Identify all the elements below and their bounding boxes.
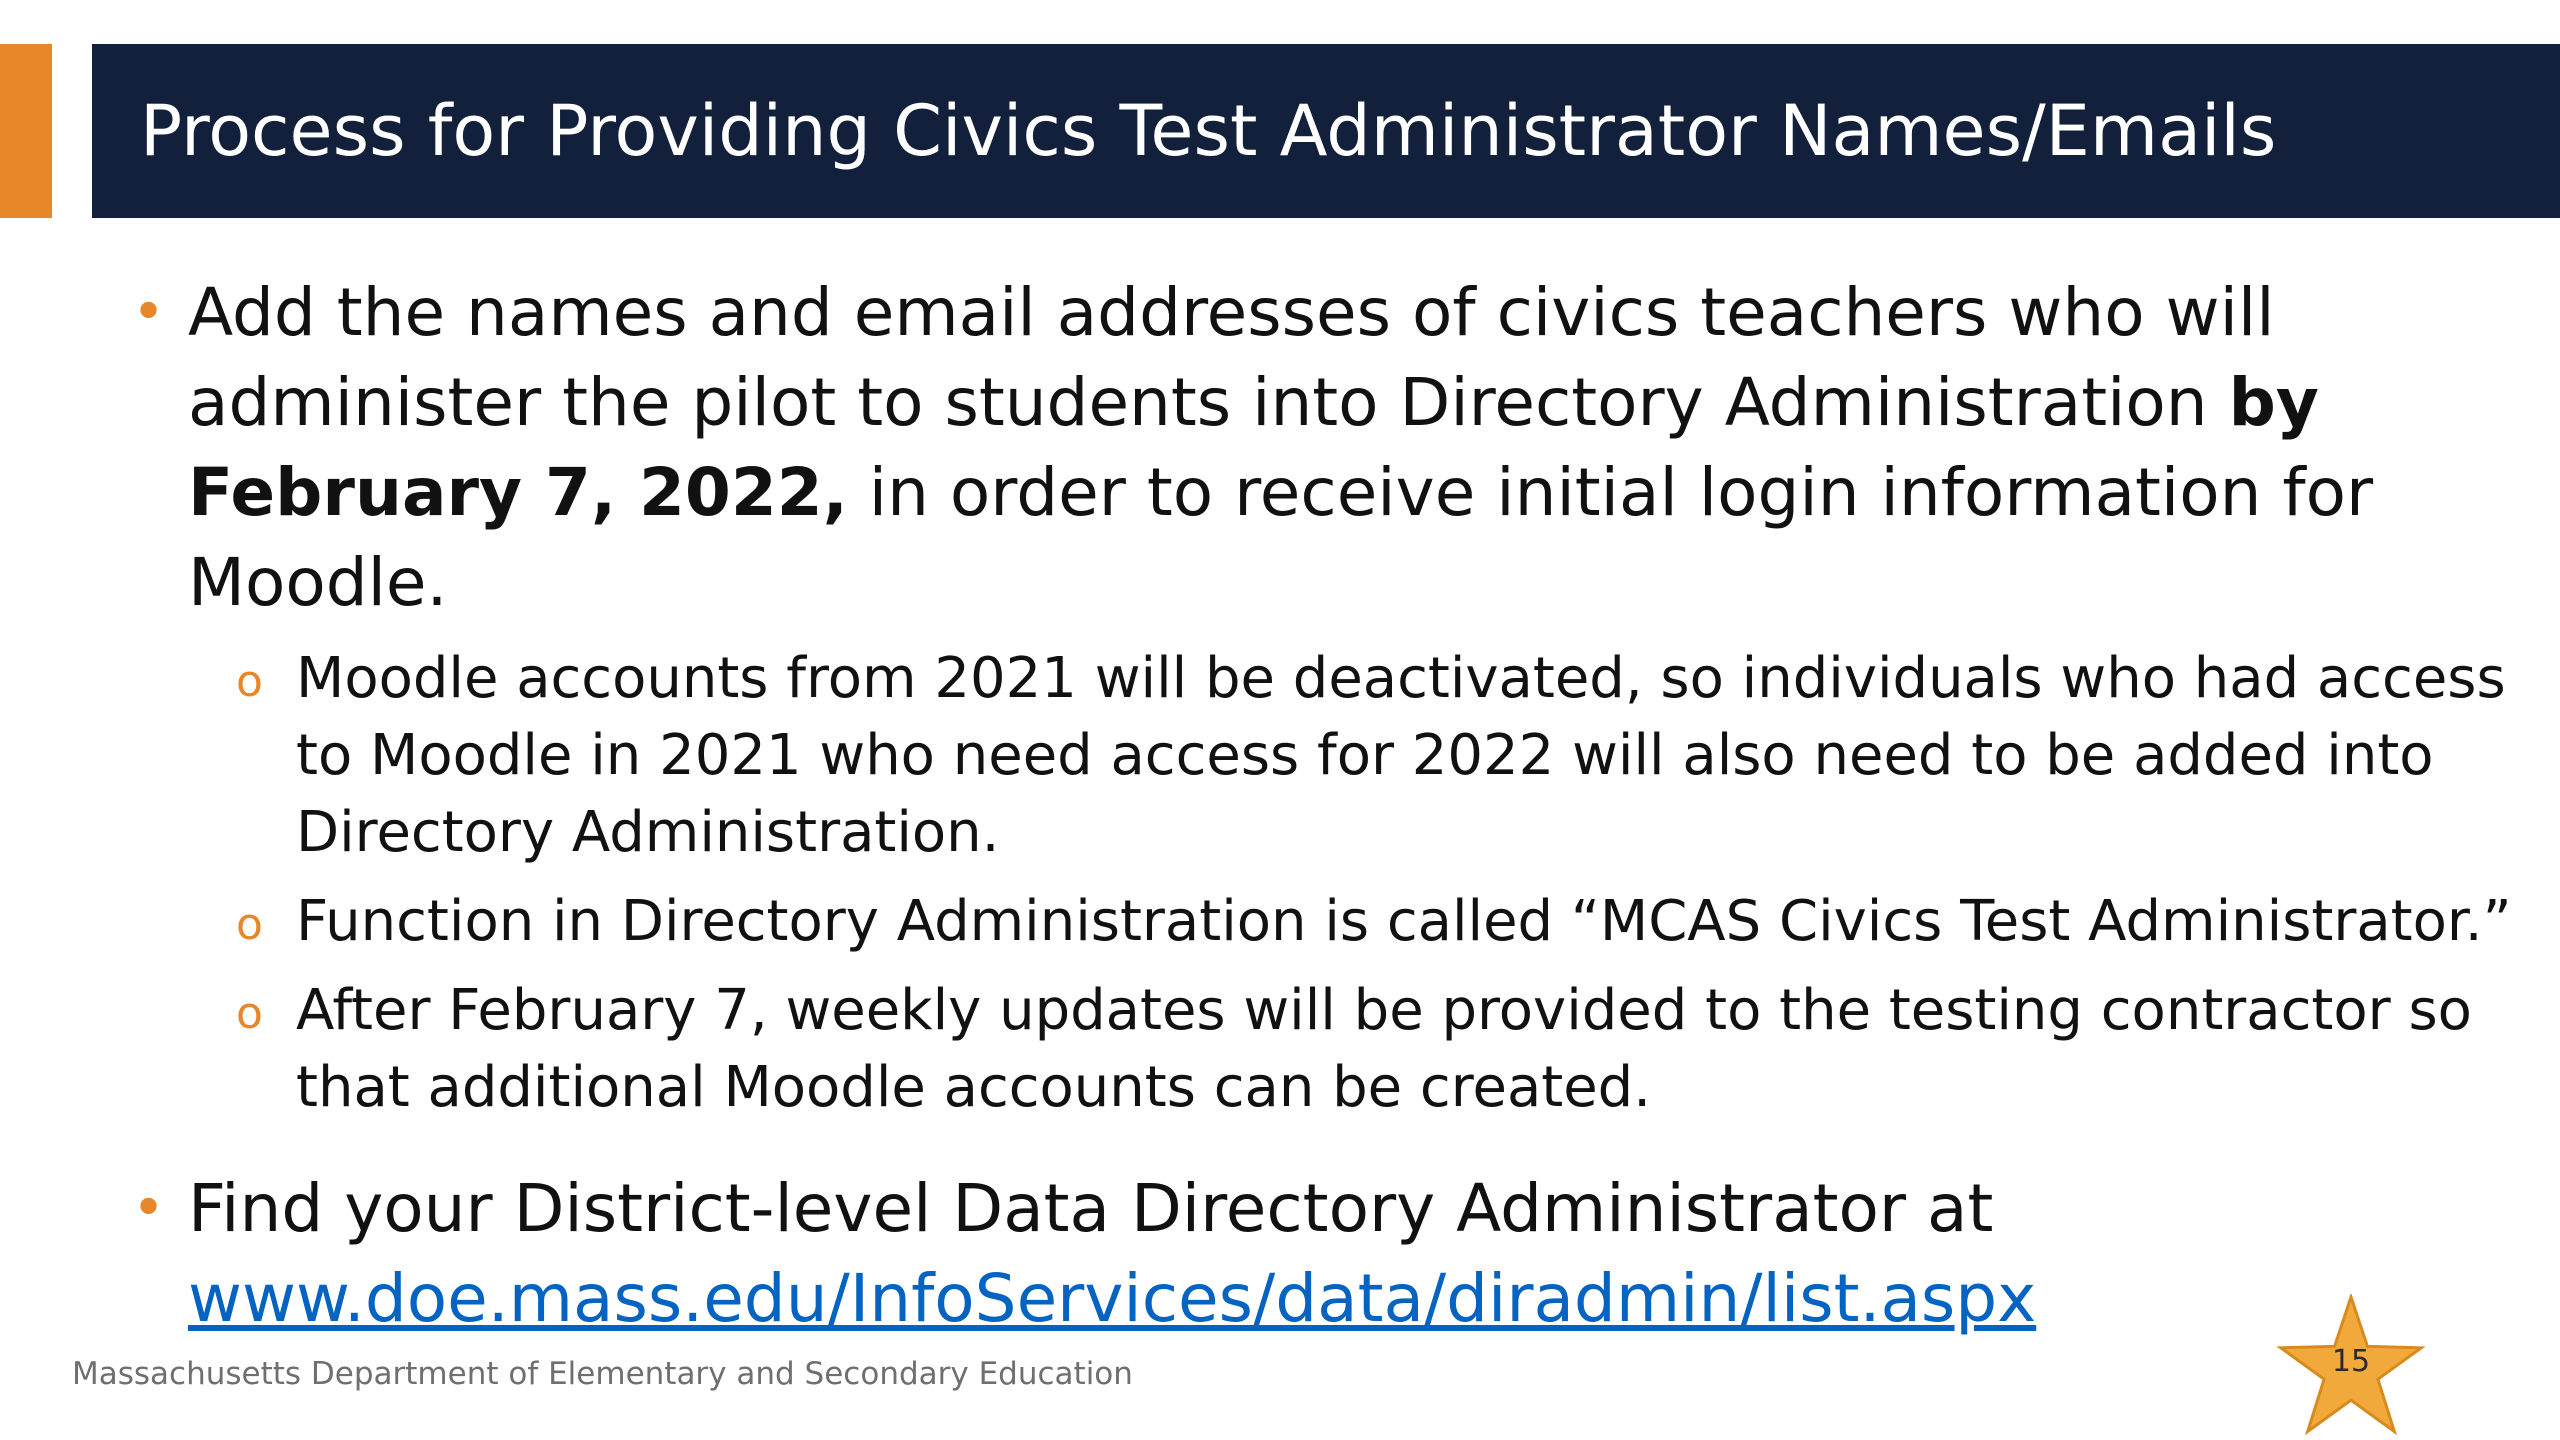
sub-bullet-1 [236, 640, 2512, 871]
bullet-1-text-b: in order to receive initial login information for Moodle. [188, 454, 2374, 621]
bullet-1-text-a: Add the names and email addresses of civics teachers who will administer the pilot to students into Directory Administration [188, 274, 2275, 441]
slide-content [132, 268, 2512, 1344]
sub-bullet-list [236, 640, 2512, 1126]
slide-title: Process for Providing Civics Test Administrator Names/Emails [140, 90, 2277, 172]
sub-bullet-3-text: After February 7, weekly updates will be provided to the testing contractor so that additional Moodle accounts can be created. [296, 978, 2472, 1120]
sub-bullet-2-text: Function in Directory Administration is called “MCAS Civics Test Administrator.” [296, 889, 2512, 954]
bullet-2 [132, 1164, 2512, 1344]
bullet-dot-icon: • [132, 1176, 166, 1241]
diradmin-link[interactable]: www.doe.mass.edu/InfoServices/data/diradmin/list.aspx [188, 1260, 2037, 1337]
bullet-1-deadline: by February 7, 2022, [188, 364, 2319, 531]
sub-bullet-1-text: Moodle accounts from 2021 will be deactivated, so individuals who had access to Moodle in 2021 who need access for 2022 will also need to be added into Directory Administration. [296, 646, 2506, 865]
page-number: 15 [2331, 1344, 2371, 1379]
sub-bullet-2 [236, 883, 2512, 960]
bullet-1 [132, 268, 2512, 628]
ring-bullet-icon: o [236, 988, 263, 1039]
footer-organization: Massachusetts Department of Elementary and Secondary Education [72, 1356, 1133, 1392]
ring-bullet-icon: o [236, 656, 263, 707]
ring-bullet-icon: o [236, 899, 263, 950]
sub-bullet-3 [236, 972, 2512, 1126]
bullet-dot-icon: • [132, 280, 166, 345]
title-bar [92, 44, 2560, 218]
bullet-2-text: Find your District-level Data Directory Administrator at [188, 1170, 1994, 1247]
accent-bar [0, 44, 52, 218]
